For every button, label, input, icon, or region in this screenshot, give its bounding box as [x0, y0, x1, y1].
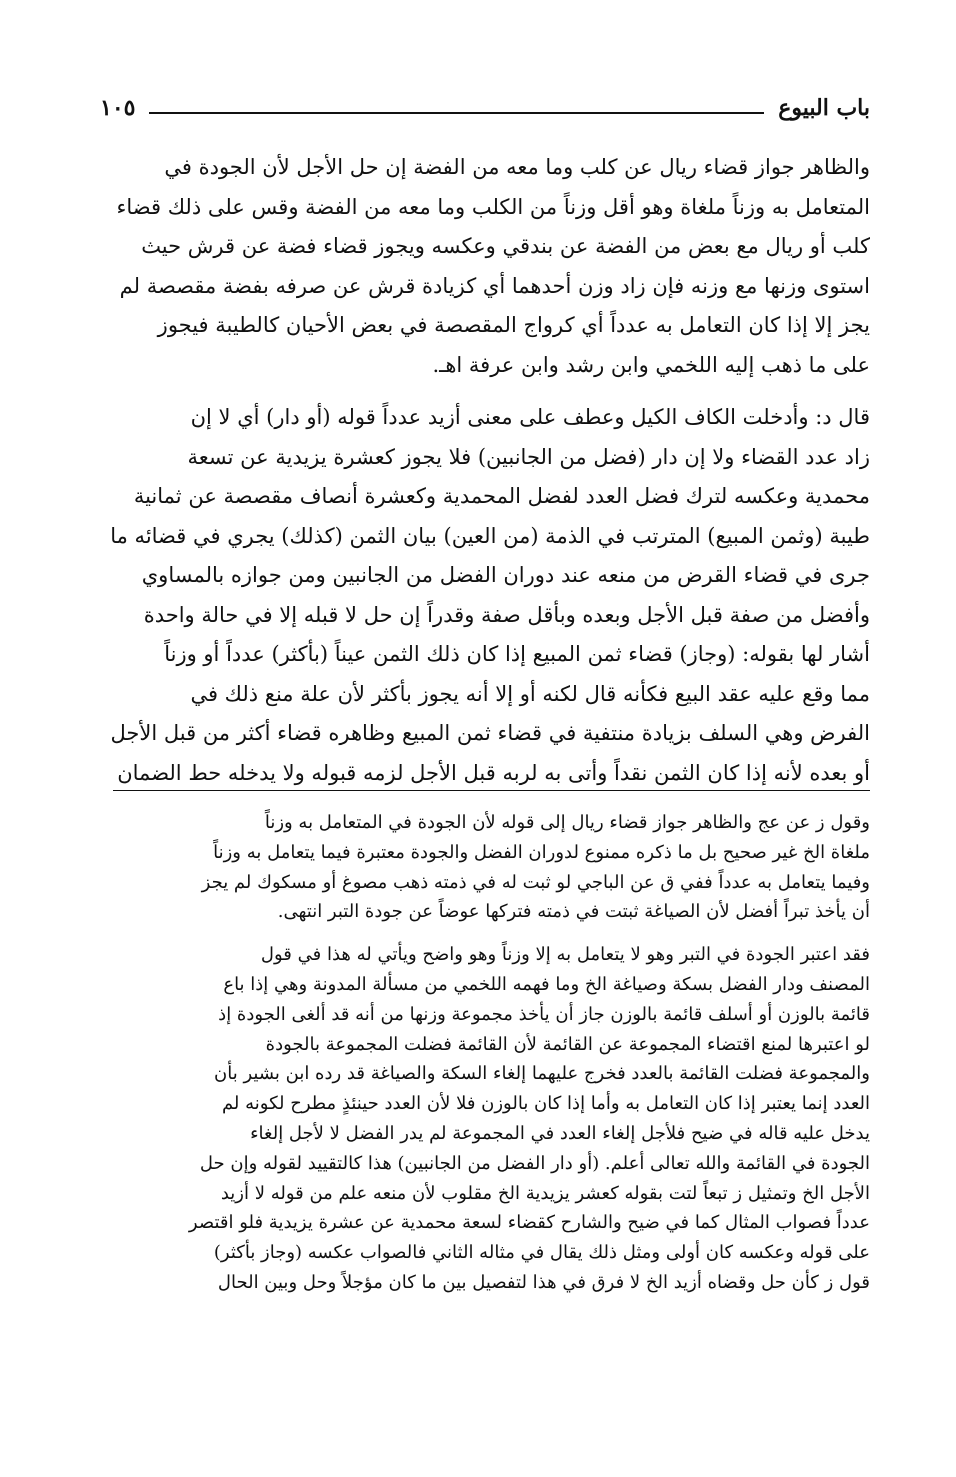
- footnote-line: لو اعتبرها لمنع اقتضاء المجموعة عن القائمة لأن القائمة فضلت المجموعة بالجودة: [265, 1033, 870, 1055]
- text-line: وأفضل من صفة قبل الأجل وبعده وبأقل صفة وقدراً إن حل لا قبله إلا في حالة واحدة: [143, 602, 870, 627]
- footnote-line: الجودة في القائمة والله تعالى أعلم. (أو دار الفضل من الجانبين) هذا كالتقييد لقوله وإن حل: [199, 1152, 870, 1174]
- text-line: قال د: وأدخلت الكاف الكيل وعطف على معنى أزيد عدداً قوله (أو دار) أي لا إن: [190, 405, 870, 429]
- footnote-separator: [113, 790, 870, 791]
- text-line: طيبة (وثمن المبيع) المترتب في الذمة (من العين) بيان الثمن (كذلك) يجري في قضائه ما: [110, 523, 870, 548]
- footnote-paragraph: [108, 808, 870, 927]
- footnote-line: ملغاة الخ غير صحيح بل ما ذكره ممنوع لدوران الفضل والجودة معتبرة فيما يتعامل به وزناً: [213, 841, 870, 863]
- text-line: الفرض وهي السلف بزيادة منتفية في قضاء ثمن المبيع وظاهره قضاء أكثر من قبل الأجل: [110, 721, 870, 745]
- main-paragraph: [108, 148, 870, 385]
- footnote-line: المصنف ودار الفضل بسكة وصياغة الخ وما فهمه اللخمي من مسألة المدونة وهي إذا باع: [223, 973, 870, 995]
- footnote-line: الأجل الخ وتمثيل ز تبعاً لتت بقوله كعشر يزيدية الخ مقلوب لأن منعه علم من قوله لا أزيد: [220, 1182, 870, 1204]
- footnote-line: فقد اعتبر الجودة في التبر وهو لا يتعامل به إلا وزناً وهو واضح ويأتي له هذا في قول: [260, 944, 870, 966]
- footnote-line: قول ز كأن حل وقضاه أزيد الخ لا فرق في هذا لتفصيل بين ما كان مؤجلاً وحل وبين الحال: [217, 1271, 870, 1293]
- text-line: استوى وزنها مع وزنه فإن زاد وزن أحدهما أي كزيادة قرش عن صرفه بفضة مقصصة لم: [119, 273, 870, 298]
- footnote-line: يدخل عليه قاله في ضيح فلأجل إلغاء العدد في المجموعة لم يدر الفضل لا لأجل إلغاء: [250, 1122, 870, 1144]
- footnote-line: أن يأخذ تبراً أفضل لأن الصياغة ثبتت في ذمته فتركها عوضاً عن جودة التبر انتهى.: [277, 901, 870, 923]
- page-header: [100, 88, 870, 128]
- text-line: والظاهر جواز قضاء ريال عن كلب وما معه من الفضة إن حل الأجل لأن الجودة في: [164, 155, 870, 179]
- footnote-line: العدد إنما يعتبر إذا كان التعامل به وأما إذا كان بالوزن فلا لأن العدد حينئذٍ مطرح لكونه لم: [221, 1093, 870, 1115]
- page-number: ١٠٥: [100, 95, 136, 121]
- text-line: أو بعده لأنه إذا كان الثمن نقداً وأتى به لربه قبل الأجل لزمه قبوله ولا يدخله حط الضمان: [117, 760, 870, 785]
- paragraph-gap: [108, 385, 870, 398]
- footnote-line: وفيما يتعامل به عدداً ففي ق عن الباجي لو ثبت له في ذمته ذهب مصوغ أو مسكوك لم يجز: [201, 871, 870, 893]
- main-text: [108, 148, 870, 793]
- footnote-line: والمجموعة فضلت القائمة بالعدد فخرج عليهما إلغاء السكة والصياغة قد رده ابن بشير بأن: [214, 1063, 870, 1085]
- footnote-line: وقول ز عن عج والظاهر جواز قضاء ريال إلى قوله لأن الجودة في المتعامل به وزناً: [264, 812, 870, 833]
- text-line: مما وقع عليه عقد البيع فكأنه قال لكنه أو إلا أنه يجوز بأكثر لأن علة منع ذلك في: [190, 681, 870, 706]
- text-line: جرى في قضاء القرض من منعه عند دوران الفضل من الجانبين ومن جوازه بالمساوي: [141, 563, 870, 587]
- footnote-line: على قوله وعكسه كان أولى ومثل ذلك يقال في مثاله الثاني فالصواب عكسه (وجاز بأكثر): [213, 1242, 870, 1264]
- footnote-paragraph: [108, 940, 870, 1298]
- header-rule: [149, 112, 764, 114]
- text-line: على ما ذهب إليه اللخمي وابن رشد وابن عرفة اهـ.: [432, 352, 870, 377]
- text-line: المتعامل به وزناً ملغاة وهو أقل وزناً من الكلب وما معه من الفضة وقس على ذلك قضاء: [116, 194, 870, 219]
- text-line: كلب أو ريال مع بعض من الفضة عن بندقي وعكسه ويجوز قضاء فضة عن قرش حيث: [141, 234, 870, 258]
- footnote-line: قائمة بالوزن أو أسلف قائمة بالوزن جاز أن يأخذ مجموعة وزنها من أنه قد ألغى الجودة إذ: [218, 1003, 870, 1025]
- text-line: محمدية وعكسه لترك فضل العدد لفضل المحمدية وكعشرة أنصاف مقصصة عن ثمانية: [133, 484, 870, 508]
- footnote-text: [108, 808, 870, 1298]
- main-paragraph: [108, 398, 870, 793]
- text-line: زاد عدد القضاء ولا إن دار (فضل من الجانبين) فلا يجوز كعشرة يزيدية عن تسعة: [187, 444, 870, 469]
- chapter-title: باب البيوع: [778, 95, 870, 121]
- footnote-line: عدداً فصواب المثال كما في ضيح والشارح كقضاء لسعة محمدية عن عشرة يزيدية فلو اقتصر: [188, 1212, 870, 1234]
- text-line: يجز إلا إذا كان التعامل به عدداً أي كرواج المقصصة في بعض الأحيان كالطيبة فيجوز: [157, 313, 870, 337]
- paragraph-gap: [108, 927, 870, 940]
- text-line: أشار لها بقوله: (وجاز) قضاء ثمن المبيع إذا كان ذلك الثمن عيناً (بأكثر) عدداً أو وزناً: [164, 642, 870, 666]
